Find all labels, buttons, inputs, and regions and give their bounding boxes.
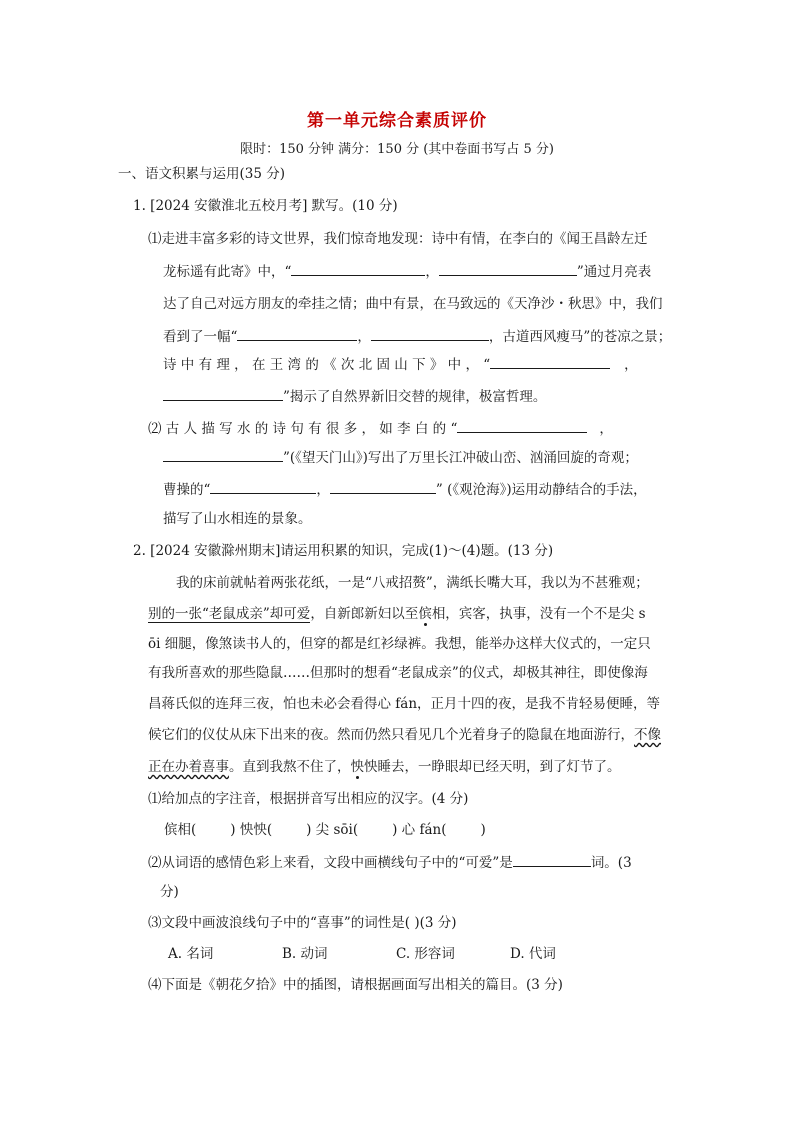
q1-part1-line2: 龙标遥有此寄》中，“ ， ”通过月亮表 — [163, 261, 651, 282]
pinyin-items: 傧相( ) 怏怏( ) 尖 sōi( ) 心 fán( ) — [164, 822, 486, 838]
passage-line: ōi 细腿，像煞读书人的，但穿的都是红衫绿裤。我想，能举办这样大仪式的，一定只 — [148, 636, 651, 652]
answer-blank[interactable] — [237, 326, 357, 341]
option-d[interactable]: D. 代词 — [510, 946, 556, 962]
answer-blank[interactable] — [371, 326, 489, 341]
passage-line: 候它们的仪仗从床下出来的夜。然而仍然只看见几个光着身子的隐鼠在地面游行，不像 — [148, 727, 661, 743]
q1-part1-line3: 达了自己对远方朋友的牵挂之情；曲中有景，在马致远的《天净沙・秋思》中，我们 — [163, 296, 663, 312]
subquestion-4: ⑷下面是《朝花夕拾》中的插图，请根据画面写出相关的篇目。(3 分) — [148, 977, 563, 993]
passage-line: 有我所喜欢的那些隐鼠……但那时的想看“老鼠成亲”的仪式，却极其神往，即使像海 — [148, 665, 648, 681]
q1-part2-line3: 曹操的“ ， ” (《观沧海》)运用动静结合的手法， — [163, 479, 647, 500]
subquestion-1: ⑴给加点的字注音，根据拼音写出相应的汉字。(4 分) — [148, 791, 469, 807]
subquestion-3: ⑶文段中画波浪线句子中的“喜事”的词性是( )(3 分) — [148, 915, 457, 931]
subquestion-2: ⑵从词语的感情色彩上来看，文段中画横线句子中的“可爱”是 词。(3 — [148, 852, 632, 873]
passage-line: 别的一张“老鼠成亲”却可爱，自新郎新妇以至傧相，宾客，执事，没有一个不是尖 s — [148, 606, 646, 622]
answer-blank[interactable] — [330, 479, 436, 494]
choice-options — [168, 944, 624, 964]
answer-blank[interactable] — [210, 479, 316, 494]
q1-part2-line2: ”(《望天门山》)写出了万里长江冲破山峦、汹涌回旋的奇观； — [163, 447, 638, 468]
exam-info: 限时：150 分钟 满分：150 分 (其中卷面书写占 5 分) — [240, 142, 554, 157]
passage-line: 正在办着喜事。直到我熬不住了，怏怏睡去，一睁眼却已经天明，到了灯节了。 — [148, 759, 621, 775]
dotted-char: 怏 — [350, 759, 364, 775]
q1-part1-line1: ⑴走进丰富多彩的诗文世界，我们惊奇地发现：诗中有情，在李白的《闻王昌龄左迁 — [148, 231, 648, 247]
answer-blank[interactable] — [163, 386, 283, 401]
section-heading: 一、语文积累与运用(35 分) — [118, 166, 286, 182]
q1-part1-line4: 看到了一幅“ ， ，古道西风瘦马”的苍凉之景； — [163, 326, 671, 347]
option-c[interactable]: C. 形容词 — [396, 946, 455, 962]
passage-line: 我的床前就帖着两张花纸，一是“八戒招赘”，满纸长嘴大耳，我以为不甚雅观； — [176, 575, 649, 591]
q1-part1-line5: 诗 中 有 理 ， 在 王 湾 的 《 次 北 固 山 下 》 中 ， “ ， — [163, 354, 638, 375]
wavy-underline: 不像 — [634, 727, 661, 743]
underlined-sentence: 别的一张“老鼠成亲”却可爱 — [148, 606, 311, 622]
page-title: 第一单元综合素质评价 — [307, 111, 487, 131]
question-2-heading: 2. [2024 安徽滁州期末]请运用积累的知识，完成(1)～(4)题。(13 分) — [133, 543, 554, 559]
passage-line: 昌蒋氏似的连拜三夜，怕也未必会看得心 fán，正月十四的夜，是我不肯轻易便睡，等 — [148, 696, 661, 712]
question-1-heading: 1. [2024 安徽淮北五校月考] 默写。(10 分) — [133, 198, 398, 214]
answer-blank[interactable] — [163, 447, 283, 462]
answer-blank[interactable] — [291, 261, 425, 276]
q1-part2-line1: ⑵ 古 人 描 写 水 的 诗 句 有 很 多 ， 如 李 白 的 “ ， — [148, 418, 613, 439]
dotted-char: 傧 — [418, 606, 432, 622]
answer-blank[interactable] — [457, 418, 587, 433]
option-a[interactable]: A. 名词 — [168, 946, 214, 962]
q1-part2-line4: 描写了山水相连的景象。 — [163, 511, 312, 527]
q1-part1-line6: ”揭示了自然界新旧交替的规律，极富哲理。 — [163, 386, 546, 407]
answer-blank[interactable] — [513, 852, 591, 867]
answer-blank[interactable] — [490, 354, 610, 369]
subquestion-2-cont: 分) — [160, 884, 179, 900]
answer-blank[interactable] — [439, 261, 577, 276]
option-b[interactable]: B. 动词 — [282, 946, 328, 962]
wavy-underline: 正在办着喜事 — [148, 759, 229, 775]
